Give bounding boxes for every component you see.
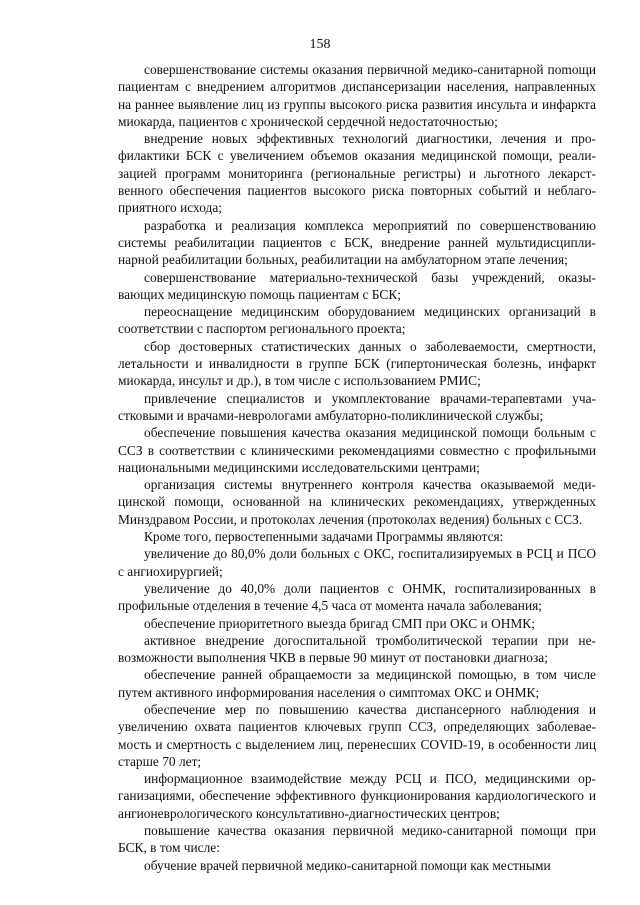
page-number: 158 [309,37,331,52]
paragraph: обеспечение повышения качества оказания медицинской помощи больным с ССЗ в соответствии с клиническими рекомендациями совместно с профильными национальными медицинскими исследовательскими центрами; [118,425,596,475]
paragraph: повышение качества оказания первичной медико-санитарной помощи при БСК, в том числе: [118,823,596,856]
paragraph: сбор достоверных статистических данных о заболеваемости, смертности, летальности и инвалидности в группе БСК (гипертоническая болезнь, инфаркт миокарда, инсульт и др.), в том числе с использованием РМИС; [118,338,596,389]
paragraph: обеспечение мер по повышению качества диспансерного наблюдения и увеличению охвата пациентов ключевых групп ССЗ, определяющих заболеваемость и смертность с выделением лиц, перенесших COVID-19, в особенности лиц старше 70 лет; [118,701,596,769]
paragraph: увеличение до 80,0% доли больных с ОКС, госпитализируемых в РСЦ и ПСО с ангиохирургией; [118,546,596,579]
paragraph: информационное взаимодействие между РСЦ и ПСО, медицинскими организациями, обеспечение эффективного функционирования кардиологического и ангионеврологического консультативно-диагностических центров; [118,771,596,821]
paragraph: привлечение специалистов и укомплектование врачами-терапевтами участковыми и врачами-неврологами амбулаторно-поликлинической службы; [118,390,596,423]
paragraph: переоснащение медицинским оборудованием медицинских организаций в соответствии с паспортом регионального проекта; [118,304,596,337]
paragraph: увеличение до 40,0% доли пациентов с ОНМК, госпитализированных в профильные отделения в течение 4,5 часа от момента начала заболевания; [118,580,596,614]
paragraph: активное внедрение догоспитальной тромболитической терапии при невозможности выполнения ЧКВ в первые 90 минут от постановки диагноза; [118,632,596,666]
paragraph: организация системы внутреннего контроля качества оказываемой медицинской помощи, основанной на клинических рекомендациях, утвержденных Минздравом России, и протоколах лечения (протоколах ведения) больных с ССЗ. [118,477,596,527]
paragraph: Кроме того, первостепенными задачами Программы являются: [144,529,504,545]
document-body [118,61,596,874]
paragraph: разработка и реализация комплекса мероприятий по совершенствованию системы реабилитации пациентов с БСК, внедрение ранней мультидисциплинарной реабилитации больных, реабилитации на амбулаторном этапе лечения; [118,217,596,268]
paragraph: обеспечение ранней обращаемости за медицинской помощью, в том числе путем активного информирования населения о симптомах ОКС и ОНМК; [118,667,596,700]
paragraph: обучение врачей первичной медико-санитарной помощи как местными [144,857,551,873]
paragraph: внедрение новых эффективных технологий диагностики, лечения и профилактики БСК с увеличением объемов оказания медицинской помощи, реализацией программ мониторинга (региональные регистры) и льготного лекарственного обеспечения пациентов высокого риска повторных событий и неблагоприятного исхода; [118,131,596,216]
paragraph: совершенствование системы оказания первичной медико-санитарной поmощи пациентам с внедрением алгоритмов диспансеризации населения, направленных на раннее выявление лиц из группы высокого риска развития инсульта и инфаркта миокарда, пациентов с хронической сердечной недостаточностью; [118,62,596,129]
paragraph: обеспечение приоритетного выезда бригад СМП при ОКС и ОНМК; [144,615,535,631]
paragraph: совершенствование материально-технической базы учреждений, оказывающих медицинскую помощь пациентам с БСК; [118,269,596,302]
